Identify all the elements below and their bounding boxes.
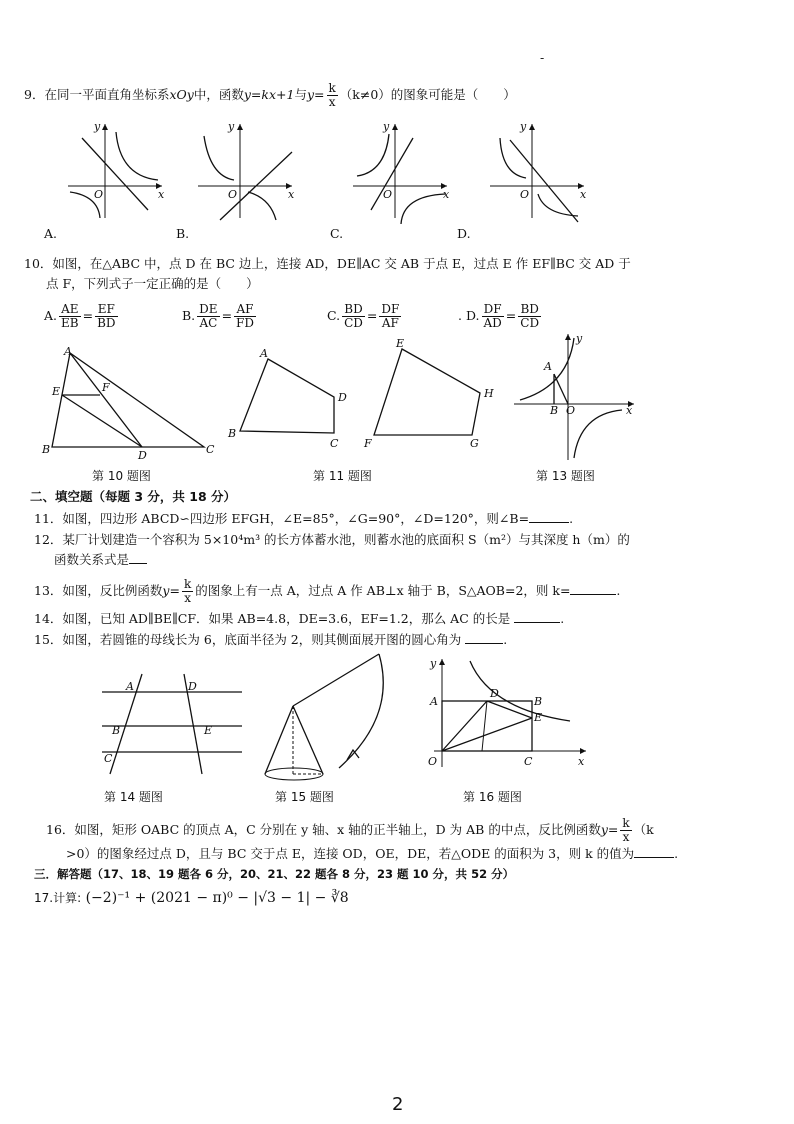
question-12-line2: 函数关系式是: [54, 552, 147, 568]
figure-14: [96, 670, 246, 780]
svg-text:O: O: [94, 188, 104, 201]
page-mark: -: [540, 50, 545, 65]
question-12-line1: 12．某厂计划建造一个容积为 5×10⁴m³ 的长方体蓄水池，则蓄水池的底面积 S（m²）与其深度 h（m）的: [34, 532, 630, 547]
question-9-text: 9．在同一平面直角坐标系xOy中，函数y=kx+1与y= $\frac{k}{x}$ （k≠0）的图象可能是（ ）: [24, 81, 516, 109]
svg-text:y: y: [383, 120, 390, 133]
q9-graph-a: [60, 118, 170, 223]
svg-text:H: H: [484, 387, 494, 400]
svg-text:y: y: [430, 657, 437, 670]
svg-text:O: O: [520, 188, 530, 201]
svg-text:A: A: [544, 360, 552, 373]
svg-text:C: C: [104, 752, 113, 765]
question-16-line1: 16．如图，矩形 OABC 的顶点 A，C 分别在 y 轴、x 轴的正半轴上，D 为 AB 的中点，反比例函数y= $\frac{k}{x}$ （k: [46, 816, 654, 844]
q9-option-c: C.: [330, 226, 344, 241]
svg-text:O: O: [428, 755, 438, 768]
q9-graph-b: [190, 118, 300, 223]
q9-option-a: A.: [44, 226, 58, 241]
svg-text:F: F: [364, 437, 372, 450]
svg-text:A: A: [430, 695, 438, 708]
svg-text:x: x: [580, 188, 587, 201]
svg-text:y: y: [576, 332, 583, 345]
svg-text:C: C: [524, 755, 533, 768]
svg-text:D: D: [188, 680, 197, 693]
svg-text:E: E: [396, 337, 405, 350]
caption-figure-16: 第 16 题图: [463, 790, 522, 804]
section-3-heading: 三．解答题（17、18、19 题各 6 分，20、21、22 题各 8 分，23 题 10 分，共 52 分）: [34, 867, 515, 881]
q10-option-c: C. $\frac{BD}{CD}$ = $\frac{DF}{AF}$: [327, 302, 400, 330]
svg-text:B: B: [550, 404, 559, 417]
svg-text:O: O: [566, 404, 576, 417]
svg-text:D: D: [138, 449, 147, 462]
svg-text:G: G: [470, 437, 479, 450]
question-16-line2: >0）的图象经过点 D，且与 BC 交于点 E，连接 OD，OE，DE，若△ODE 的面积为 3，则 k 的值为 .: [66, 846, 679, 861]
question-11: 11．如图，四边形 ABCD∽四边形 EFGH，∠E=85°，∠G=90°，∠D=120°，则∠B= .: [34, 511, 574, 526]
svg-text:B: B: [228, 427, 237, 440]
question-10-line1: 10．如图，在△ABC 中，点 D 在 BC 边上，连接 AD，DE∥AC 交 AB 于点 E，过点 E 作 EF∥BC 交 AD 于: [24, 256, 631, 271]
q9-option-b: B.: [176, 226, 190, 241]
caption-figure-10: 第 10 题图: [92, 469, 151, 483]
svg-text:D: D: [338, 391, 347, 404]
question-10-line2: 点 F，下列式子一定正确的是（ ）: [46, 276, 259, 291]
figure-11-abcd: [222, 345, 352, 460]
svg-text:y: y: [228, 120, 235, 133]
svg-text:x: x: [288, 188, 295, 201]
svg-text:D: D: [490, 687, 499, 700]
q17-expression: (−2)⁻¹ + (2021 − π)⁰ − |√3 − 1| − ∛8: [85, 890, 349, 906]
figure-15: [255, 650, 395, 785]
svg-text:E: E: [534, 711, 543, 724]
svg-text:B: B: [112, 724, 121, 737]
q9-graph-c: [345, 118, 455, 223]
svg-text:B: B: [534, 695, 543, 708]
svg-text:A: A: [64, 345, 72, 358]
svg-text:A: A: [126, 680, 134, 693]
figure-10: [40, 345, 220, 460]
caption-figure-14: 第 14 题图: [104, 790, 163, 804]
figure-13: [510, 330, 640, 465]
question-13: 13．如图，反比例函数y= $\frac{k}{x}$ 的图象上有一点 A，过点 A 作 AB⊥x 轴于 B，S△AOB=2，则 k= .: [34, 577, 621, 605]
caption-figure-11: 第 11 题图: [313, 469, 372, 483]
q10-option-b: B. $\frac{DE}{AC}$ = $\frac{AF}{FD}$: [182, 302, 254, 330]
svg-text:y: y: [94, 120, 101, 133]
figure-16: [420, 655, 595, 775]
q9-graph-d: [482, 118, 592, 223]
caption-figure-13: 第 13 题图: [536, 469, 595, 483]
svg-text:x: x: [443, 188, 450, 201]
svg-text:x: x: [158, 188, 165, 201]
figure-11-efgh: [358, 335, 508, 460]
question-14: 14．如图，已知 AD∥BE∥CF．如果 AB=4.8，DE=3.6，EF=1.2，那么 AC 的长是 .: [34, 611, 565, 626]
svg-text:x: x: [578, 755, 585, 768]
q10-option-d: . D. $\frac{DF}{AD}$ = $\frac{BD}{CD}$: [458, 302, 540, 330]
caption-figure-15: 第 15 题图: [275, 790, 334, 804]
svg-text:A: A: [260, 347, 268, 360]
svg-text:O: O: [383, 188, 393, 201]
question-15: 15．如图，若圆锥的母线长为 6，底面半径为 2，则其侧面展开图的圆心角为 .: [34, 632, 508, 647]
svg-text:F: F: [102, 381, 110, 394]
svg-text:C: C: [330, 437, 339, 450]
question-17: 17.计算: (−2)⁻¹ + (2021 − π)⁰ − |√3 − 1| − ∛8: [34, 890, 349, 906]
q10-option-a: A. $\frac{AE}{EB}$ = $\frac{EF}{BD}$: [44, 302, 116, 330]
svg-text:B: B: [42, 443, 51, 456]
svg-text:C: C: [206, 443, 215, 456]
section-2-heading: 二、填空题（每题 3 分，共 18 分）: [30, 489, 237, 504]
svg-text:E: E: [204, 724, 213, 737]
svg-text:O: O: [228, 188, 238, 201]
svg-text:E: E: [52, 385, 61, 398]
page-number: 2: [392, 1094, 404, 1115]
svg-text:x: x: [626, 404, 633, 417]
svg-text:y: y: [520, 120, 527, 133]
q9-option-d: D.: [457, 226, 471, 241]
